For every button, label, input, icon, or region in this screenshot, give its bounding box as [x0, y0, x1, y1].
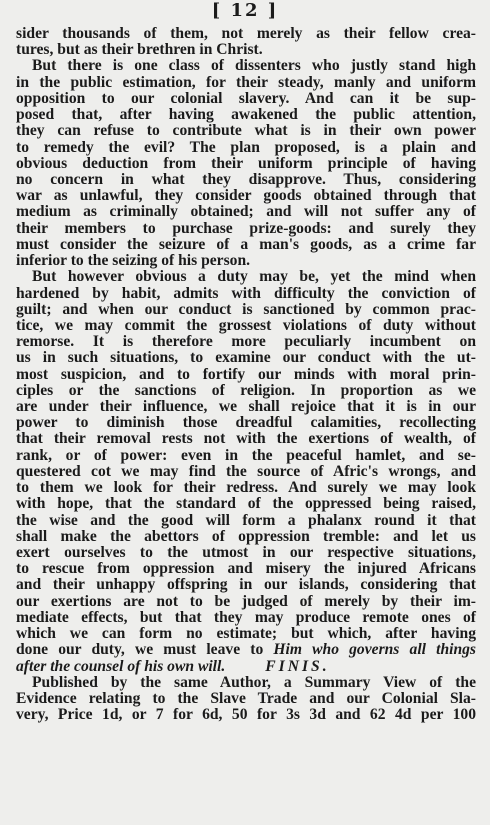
text-line: in the public estimation, for their steady, manly and uniform — [16, 73, 476, 91]
closing-italic-text: after the counsel of his own will. — [16, 657, 226, 675]
text-line: are under their influence, we shall rejoice that it is in our — [16, 398, 476, 416]
text-line: exert ourselves to the utmost in our respective situations, — [16, 544, 476, 561]
text-line: ciples or the sanctions of religion. In proportion as we — [16, 381, 476, 399]
text-line: tice, we may commit the grossest violations of duty without — [16, 316, 476, 334]
text-line: to remedy the evil? The plan proposed, is a plain and — [16, 138, 476, 156]
text-line: guilt; and when our conduct is sanctioned by common prac- — [16, 300, 476, 318]
text-line: that their removal rests not with the exertions of wealth, of — [16, 430, 476, 448]
closing-line — [16, 659, 476, 675]
text-line: inferior to the seizing of his person. — [16, 252, 251, 270]
text-line: obvious deduction from their uniform principle of having — [16, 154, 476, 172]
text-line: opposition to our colonial slavery. And can it be sup- — [16, 89, 476, 107]
paragraph-3 — [16, 269, 476, 674]
advert-line: Published by the same Author, a Summary View of the — [32, 673, 476, 691]
text-line: to rescue from oppression and misery the injured Africans — [16, 560, 476, 578]
text-line: remorse. It is therefore more peculiarly incumbent on — [16, 333, 476, 351]
advertisement — [16, 675, 476, 724]
paragraph-2 — [16, 58, 476, 269]
text-line: hardened by habit, admits with difficulty the conviction of — [16, 284, 476, 302]
text-line: and their unhappy offspring in our islands, considering that — [16, 576, 476, 594]
text-line: power to diminish those dreadful calamities, recollecting — [16, 414, 476, 432]
text-line: But there is one class of dissenters who justly stand high — [32, 57, 476, 75]
advert-line: Evidence relating to the Slave Trade and our Colonial Sla- — [16, 689, 476, 707]
text-line: with hope, that the standard of the oppressed being raised, — [16, 495, 476, 513]
body-text — [16, 26, 476, 723]
text-line: tures, but as their brethren in Christ. — [16, 41, 263, 59]
text-line: mediate effects, but that they may produce remote ones of — [16, 608, 476, 626]
text-line: their members to purchase prize-goods: and surely they — [16, 219, 476, 237]
text-line: to them we look for their redress. And surely we may look — [16, 479, 476, 497]
text-line: medium as criminally obtained; and will not suffer any of — [16, 203, 476, 221]
line-italic-part: Him who governs all things — [273, 641, 476, 659]
page-number: [ 12 ] — [211, 0, 279, 21]
text-line: most suspicion, and to fortify our minds with moral prin- — [16, 365, 476, 383]
advert-line: very, Price 1d, or 7 for 6d, 50 for 3s 3d and 62 4d per 100 — [16, 706, 476, 724]
text-line: the wise and the good will form a phalanx round it that — [16, 511, 476, 529]
text-line: no concern in what they disapprove. Thus, considering — [16, 170, 476, 188]
text-line: which we can form no estimate; but which, after having — [16, 625, 476, 643]
paragraph-1 — [16, 26, 476, 58]
text-line: sider thousands of them, not merely as their fellow crea- — [16, 25, 476, 42]
text-line: posed that, after having awakened the public attention, — [16, 106, 476, 124]
text-line: war as unlawful, they consider goods obtained through that — [16, 187, 476, 205]
text-line-with-italic — [16, 642, 476, 658]
finis-mark: FINIS. — [265, 657, 330, 675]
text-line: must consider the seizure of a man's goods, as a crime far — [16, 235, 476, 253]
text-line: they can refuse to contribute what is in their own power — [16, 122, 476, 140]
text-line: shall make the abettors of oppression tremble: and let us — [16, 527, 476, 545]
text-line: us in such situations, to examine our conduct with the ut- — [16, 349, 476, 367]
text-line: our exertions are not to be judged of merely by their im- — [16, 592, 476, 610]
line-roman-part: done our duty, we must leave to — [16, 641, 274, 659]
text-line: But however obvious a duty may be, yet the mind when — [32, 268, 476, 286]
text-line: questered cot we may find the source of Afric's wrongs, and — [16, 462, 476, 480]
text-line: rank, or of power: even in the peaceful hamlet, and se- — [16, 446, 476, 464]
